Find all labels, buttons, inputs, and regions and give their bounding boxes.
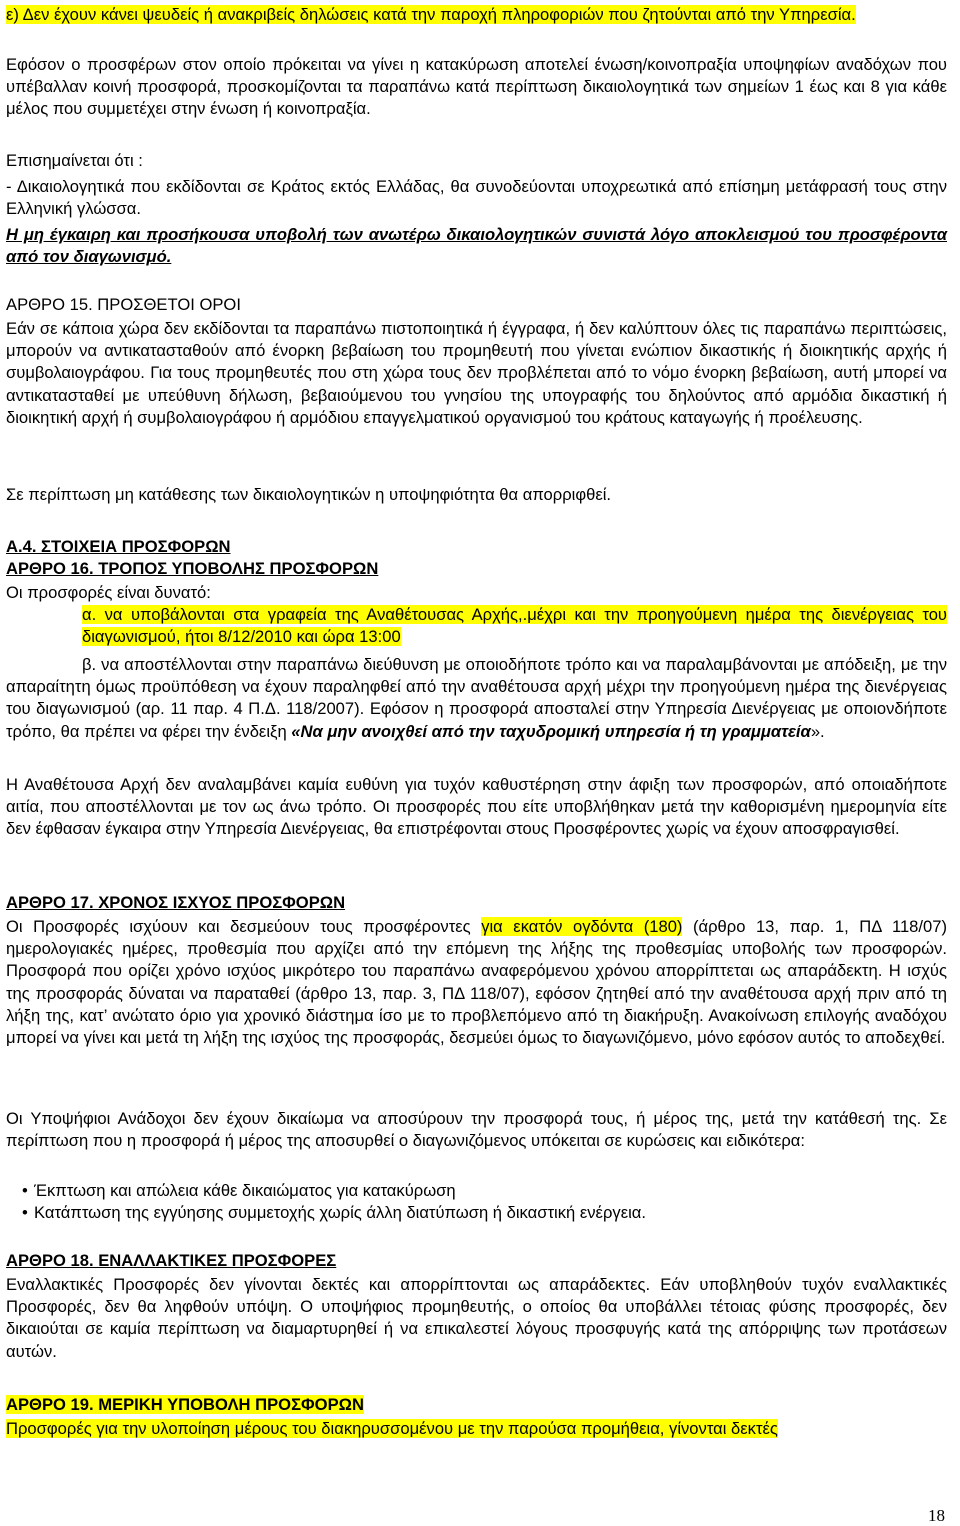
note-lead: Επισημαίνεται ότι :	[6, 151, 143, 170]
art15-paragraph-2: Σε περίπτωση μη κατάθεσης των δικαιολογητικών η υποψηφιότητα θα απορριφθεί.	[6, 485, 612, 504]
art18-heading: ΑΡΘΡΟ 18. ΕΝΑΛΛΑΚΤΙΚΕΣ ΠΡΟΣΦΟΡΕΣ	[6, 1251, 337, 1270]
art19-heading-text: ΑΡΘΡΟ 19. ΜΕΡΙΚΗ ΥΠΟΒΟΛΗ ΠΡΟΣΦΟΡΩΝ	[6, 1395, 364, 1414]
list-item-text: Έκπτωση και απώλεια κάθε δικαιώματος για κατακύρωση	[34, 1181, 456, 1200]
art19-paragraph-text: Προσφορές για την υλοποίηση μέρους του διακηρυσσομένου με την παρούσα προμήθεια, γίνονται δεκτές	[6, 1419, 778, 1438]
bullet-icon: •	[22, 1203, 28, 1223]
art17-heading: ΑΡΘΡΟ 17. ΧΡΟΝΟΣ ΙΣΧΥΟΣ ΠΡΟΣΦΟΡΩΝ	[6, 893, 346, 912]
art17-p1-start: Οι Προσφορές ισχύουν και δεσμεύουν τους προσφέροντες	[6, 917, 482, 936]
item-e-text: ε) Δεν έχουν κάνει ψευδείς ή ανακριβείς δηλώσεις κατά την παροχή πληροφοριών που ζητούνται από την Υπηρεσία.	[6, 5, 856, 24]
art17-sanctions-list	[6, 1180, 947, 1224]
note-dash-paragraph: - Δικαιολογητικά που εκδίδονται σε Κράτος εκτός Ελλάδας, θα συνοδεύονται υποχρεωτικά από επίσημη μετάφρασή τους στην Ελληνική γλώσσα.	[6, 177, 947, 219]
art17-p1-end: (άρθρο 13, παρ. 1, ΠΔ 118/07) ημερολογιακές ημέρες, προθεσμία που αρχίζει από την επόμενη της λήξης της προθεσμίας υποβολής των προσφορών. Προσφορά που ορίζει χρόνο ισχύος μικρότερο του παραπάνω αναφερόμενου χρόνου απορρίπτεται ως απαράδεκτη. Η ισχύς της προσφοράς δύναται να παραταθεί (άρθρο 13, παρ. 3, ΠΔ 118/07), εφόσον ζητηθεί από την αναθέτουσα αρχή πριν από τη λήξη της, κατ’ ανώτατο όριο για χρονικό διάστημα ίσο με το προβλεπόμενο από τη διακήρυξη. Ανακοίνωση επιλογής αναδόχου μπορεί να γίνει και μετά τη λήξη της ισχύος της προσφοράς, δεσμεύει όμως το διαγωνιζόμενο, μόνο εφόσον αυτός το αποδεχθεί.	[6, 917, 947, 1048]
art19-paragraph	[6, 1418, 947, 1440]
consortium-paragraph: Εφόσον ο προσφέρων στον οποίο πρόκειται να γίνει η κατακύρωση αποτελεί ένωση/κοινοπραξία υποψηφίων αναδόχων που υπέβαλλαν κοινή προσφορά, προσκομίζονται τα παραπάνω κατά περίπτωση δικαιολογητικά των σημείων 1 έως και 8 για κάθε μέλος που συμμετέχει στην ένωση ή κοινοπραξία.	[6, 55, 947, 119]
art15-heading: ΑΡΘΡΟ 15. ΠΡΟΣΘΕΤΟΙ ΟΡΟΙ	[6, 295, 241, 314]
list-item-text: Κατάπτωση της εγγύησης συμμετοχής χωρίς άλλη διατύπωση ή δικαστική ενέργεια.	[34, 1203, 646, 1223]
list-item	[6, 1180, 947, 1202]
art16-authority-paragraph: Η Αναθέτουσα Αρχή δεν αναλαμβάνει καμία ευθύνη για τυχόν καθυστέρηση στην άφιξη των προσφορών, από οποιαδήποτε αιτία, που αποστέλλονται με τον ως άνω τρόπο. Οι προσφορές που είτε υποβλήθηκαν μετά την καθορισμένη ημερομηνία είτε δεν έφθασαν έγκαιρα στην Υπηρεσία Διενέργειας, θα επιστρέφονται στους Προσφέροντες χωρίς να έχουν αποσφραγισθεί.	[6, 775, 947, 839]
bullet-icon: •	[22, 1181, 28, 1200]
art17-p1-highlight: για εκατόν ογδόντα (180)	[481, 917, 683, 936]
art18-paragraph: Εναλλακτικές Προσφορές δεν γίνονται δεκτές και απορρίπτονται ως απαράδεκτες. Εάν υποβληθούν τυχόν εναλλακτικές Προσφορές, δεν θα ληφθούν υπόψη. Ο υποψήφιος προμηθευτής, ο οποίος θα υποβάλλει τέτοιας φύσης προσφορές, δεν δικαιούται σε καμία περίπτωση να διαμαρτυρηθεί ή να επικαλεστεί λόγους προσφυγής κατά της απόρριψης των προτάσεων αυτών.	[6, 1275, 947, 1361]
art16-option-a	[6, 604, 947, 648]
art16-option-b-start: β. να αποστέλλονται στην παραπάνω διεύθυνση με οποιοδήποτε τρόπο και να παραλαμβάνονται με απόδειξη, με την απαραίτητη όμως προϋπόθεση να έχουν παραληφθεί από την αναθέτουσα αρχή μέχρι την προηγούμενη ημέρα της διενέργειας του διαγωνισμού (αρ. 11 παρ. 4 Π.Δ. 118/2007). Εφόσον η προσφορά αποσταλεί στην Υπηρεσία Διενέργειας με οποιονδήποτε τρόπο, θα πρέπει να φέρει την ένδειξη	[6, 655, 947, 741]
exclusion-paragraph: Η μη έγκαιρη και προσήκουσα υποβολή των ανωτέρω δικαιολογητικών συνιστά λόγο αποκλεισμού του προσφέροντα από τον διαγωνισμό.	[6, 225, 947, 267]
art16-heading: ΑΡΘΡΟ 16. ΤΡΟΠΟΣ ΥΠΟΒΟΛΗΣ ΠΡΟΣΦΟΡΩΝ	[6, 559, 379, 578]
list-item	[6, 1202, 947, 1224]
section-a4-heading: Α.4. ΣΤΟΙΧΕΙΑ ΠΡΟΣΦΟΡΩΝ	[6, 537, 231, 556]
art16-option-b	[6, 654, 947, 743]
art16-option-b-emphasis: «Να μην ανοιχθεί από την ταχυδρομική υπηρεσία ή τη γραμματεία	[291, 721, 811, 741]
art19-heading	[6, 1394, 947, 1416]
page-number: 18	[928, 1506, 945, 1525]
art16-option-a-text: α. να υποβάλονται στα γραφεία της Αναθέτουσας Αρχής,.μέχρι και την προηγούμενη ημέρα της διενέργειας του διαγωνισμού, ήτοι 8/12/2010 και ώρα 13:00	[82, 605, 947, 647]
art17-paragraph-2: Οι Υποψήφιοι Ανάδοχοι δεν έχουν δικαίωμα να αποσύρουν την προσφορά τους, ή μέρος της, μετά την κατάθεσή της. Σε περίπτωση που η προσφορά ή μέρος της αποσυρθεί ο διαγωνιζόμενος υπόκειται σε κυρώσεις και ειδικότερα:	[6, 1109, 947, 1151]
art16-option-b-end: ».	[810, 721, 825, 741]
item-e-paragraph	[6, 4, 947, 26]
art15-paragraph-1: Εάν σε κάποια χώρα δεν εκδίδονται τα παραπάνω πιστοποιητικά ή έγγραφα, ή δεν καλύπτουν όλες τις παραπάνω περιπτώσεις, μπορούν να αντικατασταθούν από ένορκη βεβαίωση του προμηθευτή που γίνεται ενώπιον δικαστικής ή διοικητικής αρχής ή συμβολαιογράφου. Για τους προμηθευτές που στη χώρα τους δεν προβλέπεται από το νόμο ένορκη βεβαίωση, αυτή μπορεί να αντικατασταθεί με υπεύθυνη δήλωση, βεβαιούμενου του γνησίου της υπογραφής του δηλούντος από αρμόδια δικαστική ή διοικητική αρχή ή συμβολαιογράφου ή αρμόδιου επαγγελματικού οργανισμού του κράτους καταγωγής ή προέλευσης.	[6, 319, 947, 427]
art17-paragraph-1	[6, 916, 947, 1049]
art16-lead: Οι προσφορές είναι δυνατό:	[6, 583, 211, 602]
